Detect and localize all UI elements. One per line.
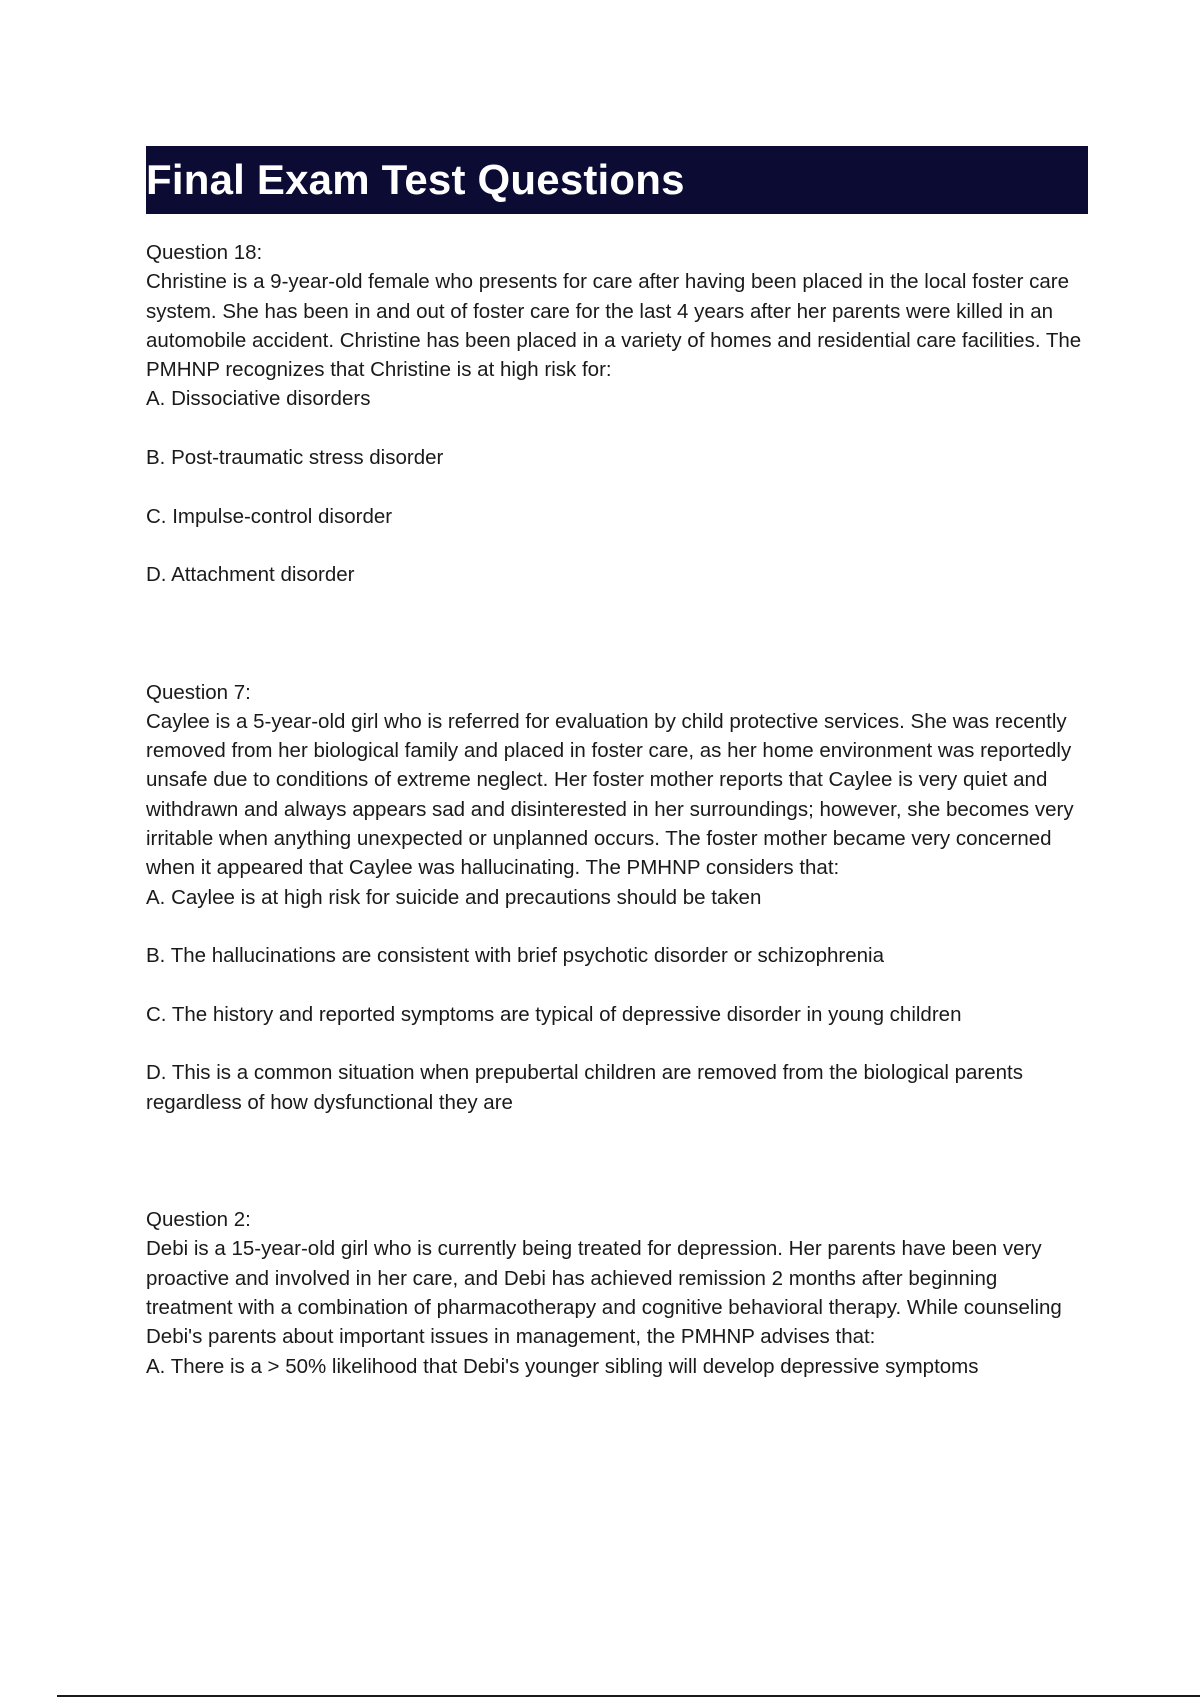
question-stem: Caylee is a 5-year-old girl who is referred for evaluation by child protective services. She was recently removed from her biological family and placed in foster care, as her home environment was reportedly unsafe due to conditions of extreme neglect. Her foster mother reports that Caylee is very quiet and withdrawn and always appears sad and disinterested in her surroundings; however, she becomes very irritable when anything unexpected or unplanned occurs. The foster mother became very concerned when it appeared that Caylee was hallucinating. The PMHNP considers that: [146, 709, 1074, 880]
question-label: Question 2: [146, 1208, 251, 1232]
answer-option: A. Caylee is at high risk for suicide and precautions should be taken [146, 885, 762, 909]
question-list [146, 238, 1088, 1381]
question-label: Question 7: [146, 680, 251, 704]
answer-option: D. This is a common situation when prepubertal children are removed from the biological parents regardless of how dysfunctional they are [146, 1061, 1024, 1114]
answer-option: A. There is a > 50% likelihood that Debi's younger sibling will develop depressive symptoms [146, 1354, 979, 1378]
answer-option: C. The history and reported symptoms are typical of depressive disorder in young children [146, 1002, 962, 1026]
footer-divider [57, 1695, 1200, 1697]
question-spacer [146, 1117, 1088, 1205]
answer-option: A. Dissociative disorders [146, 387, 371, 411]
document-title: Final Exam Test Questions [146, 156, 685, 203]
question-block [146, 238, 1088, 590]
answer-option: B. Post-traumatic stress disorder [146, 446, 444, 470]
question-stem: Debi is a 15-year-old girl who is currently being treated for depression. Her parents have been very proactive and involved in her care, and Debi has achieved remission 2 months after beginning treatment with a combination of pharmacotherapy and cognitive behavioral therapy. While counseling Debi's parents about important issues in management, the PMHNP advises that: [146, 1237, 1062, 1349]
question-block [146, 1205, 1088, 1381]
question-stem: Christine is a 9-year-old female who presents for care after having been placed in the local foster care system. She has been in and out of foster care for the last 4 years after her parents were killed in an automobile accident. Christine has been placed in a variety of homes and residential care facilities. The PMHNP recognizes that Christine is at high risk for: [146, 270, 1082, 382]
question-spacer [146, 590, 1088, 678]
title-banner [146, 146, 1088, 214]
question-label: Question 18: [146, 241, 263, 264]
answer-option: D. Attachment disorder [146, 563, 355, 587]
answer-option: B. The hallucinations are consistent with brief psychotic disorder or schizophrenia [146, 944, 884, 968]
answer-option: C. Impulse-control disorder [146, 504, 393, 528]
question-block [146, 678, 1088, 1117]
